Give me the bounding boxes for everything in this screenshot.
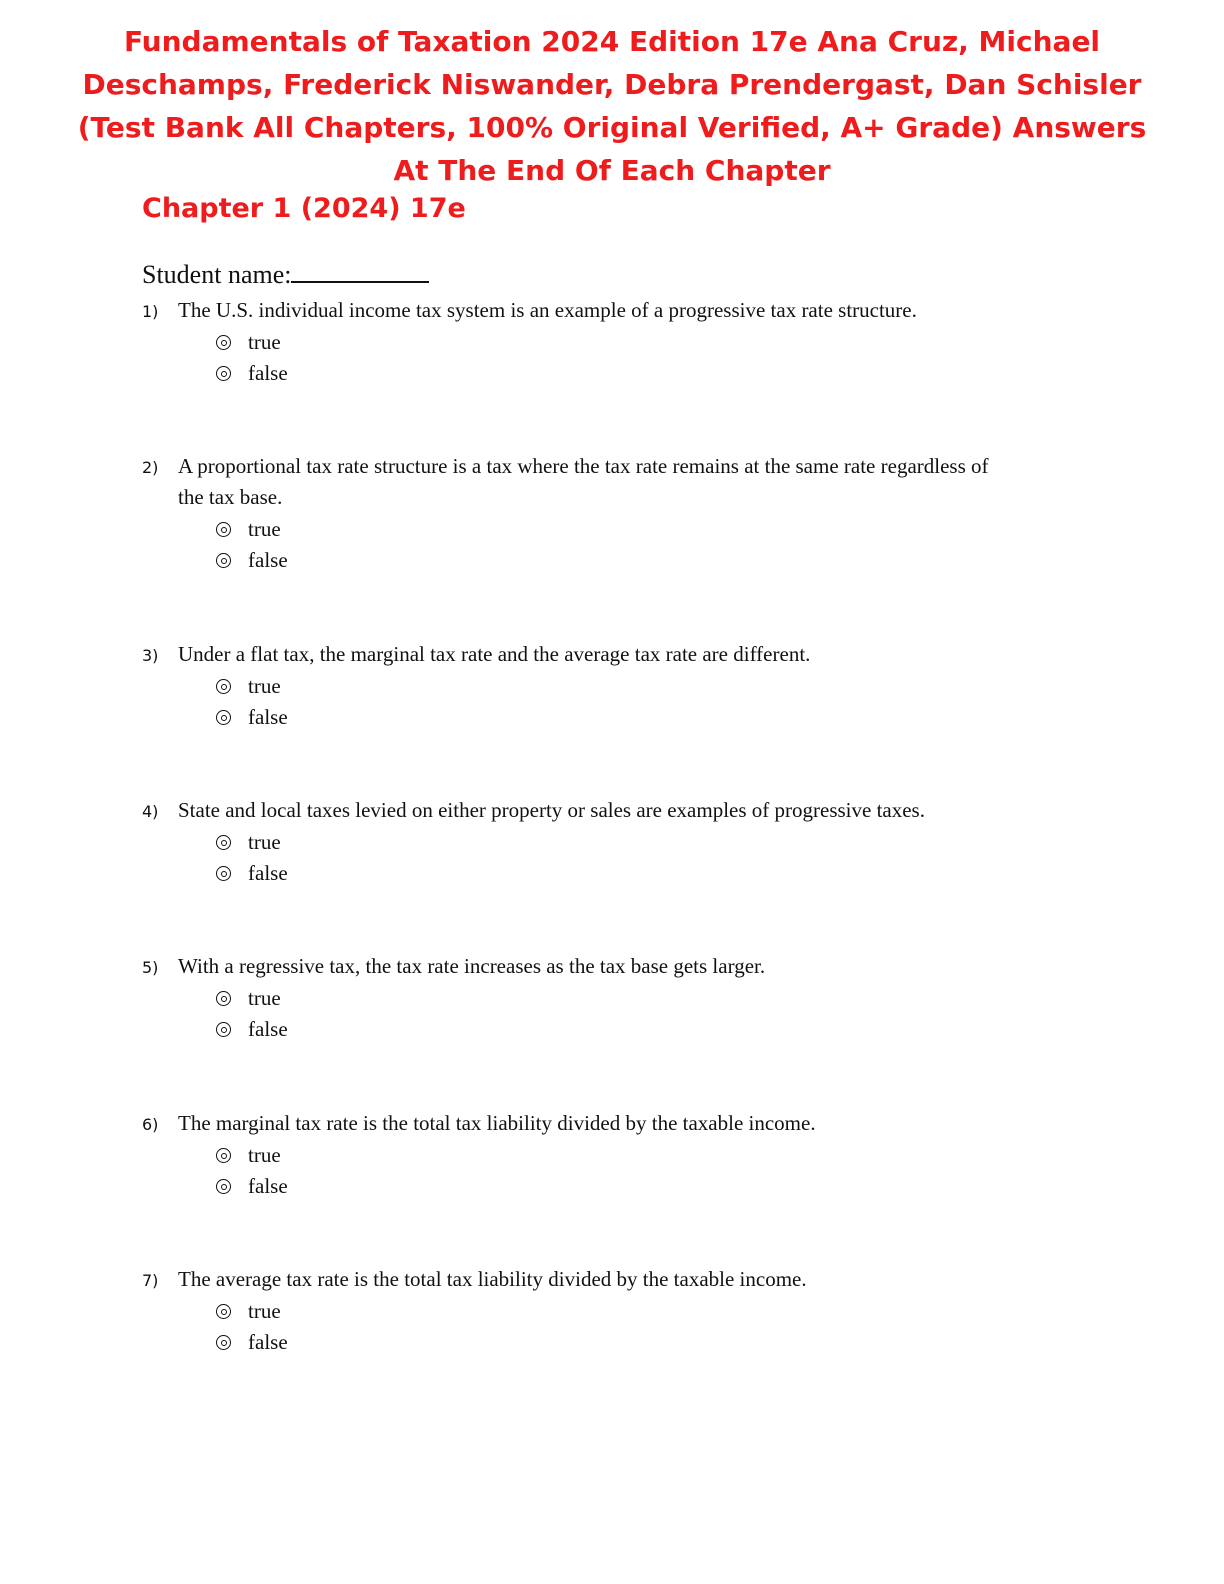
option-label: false — [248, 705, 288, 729]
option-false[interactable] — [214, 1171, 1042, 1202]
radio-icon[interactable] — [216, 1179, 231, 1194]
student-name-blank[interactable] — [291, 259, 429, 283]
option-label: true — [248, 986, 281, 1010]
option-label: false — [248, 861, 288, 885]
option-true[interactable] — [214, 1296, 1042, 1327]
question-text: The U.S. individual income tax system is an example of a progressive tax rate structure. — [178, 298, 917, 322]
question-text: State and local taxes levied on either property or sales are examples of progressive taxes. — [178, 798, 925, 822]
radio-icon[interactable] — [216, 1148, 231, 1163]
answer-options — [214, 1296, 1042, 1358]
option-label: true — [248, 1143, 281, 1167]
question-number: 6) — [142, 1115, 159, 1134]
option-false[interactable] — [214, 1327, 1042, 1358]
question-number: 4) — [142, 802, 159, 821]
student-name-label: Student name: — [142, 260, 292, 289]
option-label: true — [248, 330, 281, 354]
question-text: The average tax rate is the total tax liability divided by the taxable income. — [178, 1267, 807, 1291]
option-label: true — [248, 517, 281, 541]
option-true[interactable] — [214, 1140, 1042, 1171]
document-title: Fundamentals of Taxation 2024 Edition 17e Ana Cruz, Michael Deschamps, Frederick Niswander, Debra Prendergast, Dan Schisler (Test Bank All Chapters, 100% Original Verified, A+ Grade) Answers At The End Of Each Chapter — [77, 25, 1147, 187]
radio-icon[interactable] — [216, 866, 231, 881]
radio-icon[interactable] — [216, 835, 231, 850]
question-4 — [142, 795, 1042, 889]
question-number: 1) — [142, 302, 159, 321]
question-3 — [142, 639, 1042, 733]
question-number: 3) — [142, 646, 159, 665]
chapter-heading: Chapter 1 (2024) 17e — [142, 193, 466, 224]
option-label: true — [248, 1299, 281, 1323]
question-text: Under a flat tax, the marginal tax rate and the average tax rate are different. — [178, 642, 811, 666]
option-label: false — [248, 1174, 288, 1198]
answer-options — [214, 671, 1042, 733]
option-true[interactable] — [214, 671, 1042, 702]
option-label: false — [248, 1017, 288, 1041]
question-1 — [142, 295, 1042, 389]
radio-icon[interactable] — [216, 710, 231, 725]
question-number: 5) — [142, 958, 159, 977]
answer-options — [214, 514, 1042, 576]
answer-options — [214, 327, 1042, 389]
student-name-line — [142, 258, 429, 292]
question-5 — [142, 951, 1042, 1045]
option-false[interactable] — [214, 1014, 1042, 1045]
option-true[interactable] — [214, 827, 1042, 858]
radio-icon[interactable] — [216, 522, 231, 537]
question-text: With a regressive tax, the tax rate increases as the tax base gets larger. — [178, 954, 766, 978]
question-text: A proportional tax rate structure is a tax where the tax rate remains at the same rate regardless of the tax base. — [178, 454, 989, 509]
option-label: true — [248, 674, 281, 698]
option-false[interactable] — [214, 358, 1042, 389]
radio-icon[interactable] — [216, 553, 231, 568]
option-label: true — [248, 830, 281, 854]
question-7 — [142, 1264, 1042, 1358]
radio-icon[interactable] — [216, 366, 231, 381]
option-true[interactable] — [214, 327, 1042, 358]
question-2 — [142, 451, 1042, 576]
question-text: The marginal tax rate is the total tax liability divided by the taxable income. — [178, 1111, 816, 1135]
radio-icon[interactable] — [216, 679, 231, 694]
radio-icon[interactable] — [216, 335, 231, 350]
answer-options — [214, 1140, 1042, 1202]
radio-icon[interactable] — [216, 1304, 231, 1319]
question-6 — [142, 1108, 1042, 1202]
option-true[interactable] — [214, 514, 1042, 545]
radio-icon[interactable] — [216, 991, 231, 1006]
option-false[interactable] — [214, 702, 1042, 733]
option-true[interactable] — [214, 983, 1042, 1014]
option-false[interactable] — [214, 858, 1042, 889]
option-label: false — [248, 361, 288, 385]
radio-icon[interactable] — [216, 1022, 231, 1037]
question-number: 2) — [142, 458, 159, 477]
option-false[interactable] — [214, 545, 1042, 576]
option-label: false — [248, 1330, 288, 1354]
answer-options — [214, 827, 1042, 889]
option-label: false — [248, 548, 288, 572]
answer-options — [214, 983, 1042, 1045]
question-number: 7) — [142, 1271, 159, 1290]
radio-icon[interactable] — [216, 1335, 231, 1350]
